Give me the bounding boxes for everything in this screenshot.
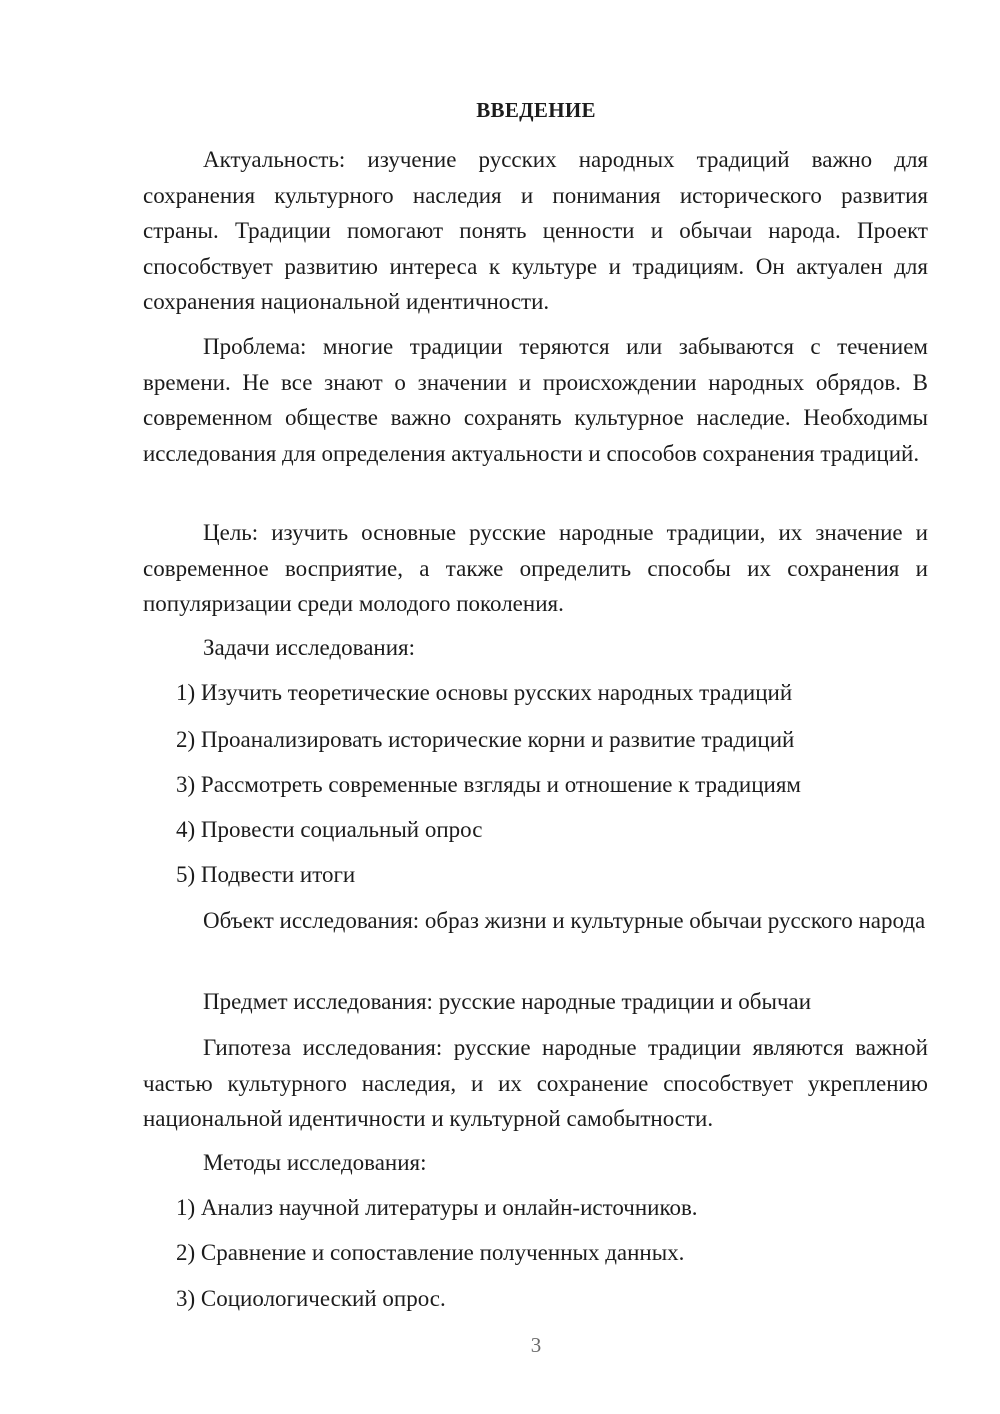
tasks-title: Задачи исследования: <box>203 635 416 660</box>
method-item: 2) Сравнение и сопоставление полученных данных. <box>176 1240 685 1265</box>
method-item: 3) Социологический опрос. <box>176 1286 446 1311</box>
problem-paragraph: Проблема: многие традиции теряются или забываются с течением времени. Не все знают о значении и происхождении народных обрядов. В современном обществе важно сохранять культурное наследие. Необходимы исследования для определения актуальности и способов сохранения традиций. <box>143 334 928 466</box>
methods-title: Методы исследования: <box>203 1150 427 1175</box>
task-item: 4) Провести социальный опрос <box>176 817 483 842</box>
task-item: 1) Изучить теоретические основы русских народных традиций <box>176 680 793 705</box>
hypothesis-paragraph: Гипотеза исследования: русские народные традиции являются важной частью культурного наследия, и их сохранение способствует укреплению национальной идентичности и культурной самобытности. <box>143 1035 928 1131</box>
subject-paragraph: Предмет исследования: русские народные традиции и обычаи <box>203 989 812 1014</box>
page-number: 3 <box>530 1333 542 1357</box>
task-item: 5) Подвести итоги <box>176 862 356 887</box>
task-item: 2) Проанализировать исторические корни и развитие традиций <box>176 727 795 752</box>
goal-paragraph: Цель: изучить основные русские народные традиции, их значение и современное восприятие, а также определить способы их сохранения и популяризации среди молодого поколения. <box>143 520 928 616</box>
page-heading: ВВЕДЕНИЕ <box>476 98 596 122</box>
object-paragraph: Объект исследования: образ жизни и культурные обычаи русского народа <box>203 908 926 933</box>
method-item: 1) Анализ научной литературы и онлайн-источников. <box>176 1195 698 1220</box>
relevance-paragraph: Актуальность: изучение русских народных традиций важно для сохранения культурного наследия и понимания исторического развития страны. Традиции помогают понять ценности и обычаи народа. Проект способствует развитию интереса к культуре и традициям. Он актуален для сохранения национальной идентичности. <box>143 147 928 314</box>
task-item: 3) Рассмотреть современные взгляды и отношение к традициям <box>176 772 801 797</box>
